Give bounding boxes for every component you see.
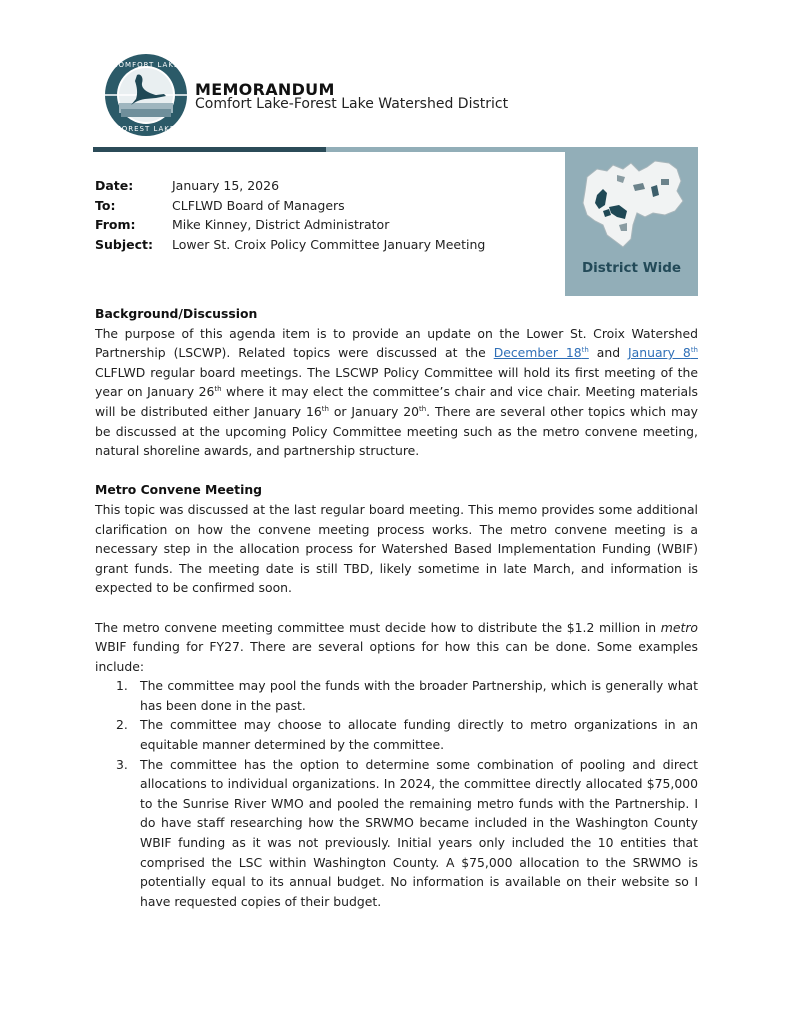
- metro-paragraph-2: [95, 618, 698, 677]
- date-label: Date:: [95, 178, 134, 193]
- superscript: th: [214, 385, 222, 394]
- link-text: December 18: [493, 345, 582, 361]
- date-value: January 15, 2026: [172, 178, 280, 193]
- district-label: District Wide: [581, 260, 682, 276]
- subject-value: Lower St. Croix Policy Committee January Meeting: [172, 236, 486, 252]
- background-heading: Background/Discussion: [95, 306, 258, 321]
- text-span: where it may elect the committee’s chair and vice chair. Meeting materials will be distributed either January 16: [95, 384, 699, 419]
- list-item: [95, 755, 698, 912]
- meta-to: [95, 198, 485, 218]
- list-item: [95, 676, 698, 715]
- december-18-link[interactable]: [494, 345, 589, 360]
- options-list: [95, 676, 698, 911]
- meta-date: [95, 178, 485, 198]
- metro-heading: Metro Convene Meeting: [95, 482, 263, 498]
- text-span: or January 20: [328, 403, 419, 419]
- list-text: The committee has the option to determine some combination of pooling and direct allocations to individual organizations. In 2024, the committee directly allocated $75,000 to the Sunrise River WMO and pooled the remaining metro funds with the Partnership. I do have staff researching how the SRWMO became included in the Washington County WBIF funding as it was not previously. Initial years only included the 10 entities that comprised the LSC within Washington County. A $75,000 allocation to the SRWMO is potentially equal to its annual budget. No information is available on their website so I have requested copies of their budget.: [140, 756, 698, 909]
- district-wide-badge: [565, 147, 698, 296]
- text-span: The purpose of this agenda item is to provide an update on the Lower St. Croix Watershed Partnership (LSCWP). Related topics were discussed at the: [95, 325, 698, 361]
- superscript: th: [418, 404, 427, 413]
- list-text: The committee may choose to allocate funding directly to metro organizations in an equitable manner determined by the committee.: [140, 717, 698, 753]
- background-paragraph: [95, 324, 698, 461]
- superscript: th: [690, 346, 698, 355]
- text-span: WBIF funding for FY27. There are several options for how this can be done. Some examples include:: [95, 639, 698, 674]
- spacer: [95, 598, 698, 618]
- spacer: [95, 461, 698, 481]
- svg-text:FOREST LAKE: FOREST LAKE: [116, 125, 176, 133]
- superscript: th: [321, 404, 329, 413]
- to-label: To:: [95, 197, 116, 213]
- header-rule-dark: [93, 147, 326, 152]
- text-span: . There are several other topics which may be discussed at the upcoming Policy Committee meeting such as the metro convene meeting, natural shoreline awards, and partnership structure.: [95, 403, 698, 459]
- heron-logo-icon: [104, 53, 188, 137]
- link-text: January 8: [628, 345, 691, 361]
- meta-from: [95, 217, 485, 237]
- memo-title: MEMORANDUM: [195, 80, 335, 99]
- list-number: 3.: [116, 756, 128, 772]
- organization-name: Comfort Lake-Forest Lake Watershed District: [195, 96, 509, 112]
- district-map-icon: [573, 155, 691, 255]
- from-label: From:: [95, 217, 136, 232]
- list-item: [95, 715, 698, 754]
- january-8-link[interactable]: [628, 345, 698, 360]
- metro-paragraph-1: This topic was discussed at the last regular board meeting. This memo provides some additional clarification on how the convene meeting process works. The metro convene meeting is a necessary step in the allocation process for Watershed Based Implementation Funding (WBIF) grant funds. The meeting date is still TBD, likely sometime in late March, and information is expected to be confirmed soon.: [95, 501, 698, 596]
- text-span: and: [588, 345, 629, 361]
- text-span: The metro convene meeting committee must decide how to distribute the $1.2 million in: [95, 619, 661, 635]
- list-text: The committee may pool the funds with the broader Partnership, which is generally what has been done in the past.: [140, 678, 698, 713]
- memo-meta: [95, 178, 485, 256]
- list-number: 1.: [116, 678, 128, 694]
- text-span: CLFLWD regular board meetings. The LSCWP Policy Committee will hold its first meeting of the year on January 26: [95, 364, 698, 400]
- emphasis-text: metro: [660, 619, 698, 635]
- superscript: th: [581, 346, 589, 355]
- subject-label: Subject:: [95, 236, 153, 252]
- svg-text:COMFORT LAKE: COMFORT LAKE: [112, 61, 180, 69]
- meta-subject: [95, 237, 485, 257]
- list-number: 2.: [116, 717, 128, 733]
- memo-body: [95, 304, 698, 911]
- from-value: Mike Kinney, District Administrator: [172, 217, 390, 232]
- to-value: CLFLWD Board of Managers: [172, 197, 345, 213]
